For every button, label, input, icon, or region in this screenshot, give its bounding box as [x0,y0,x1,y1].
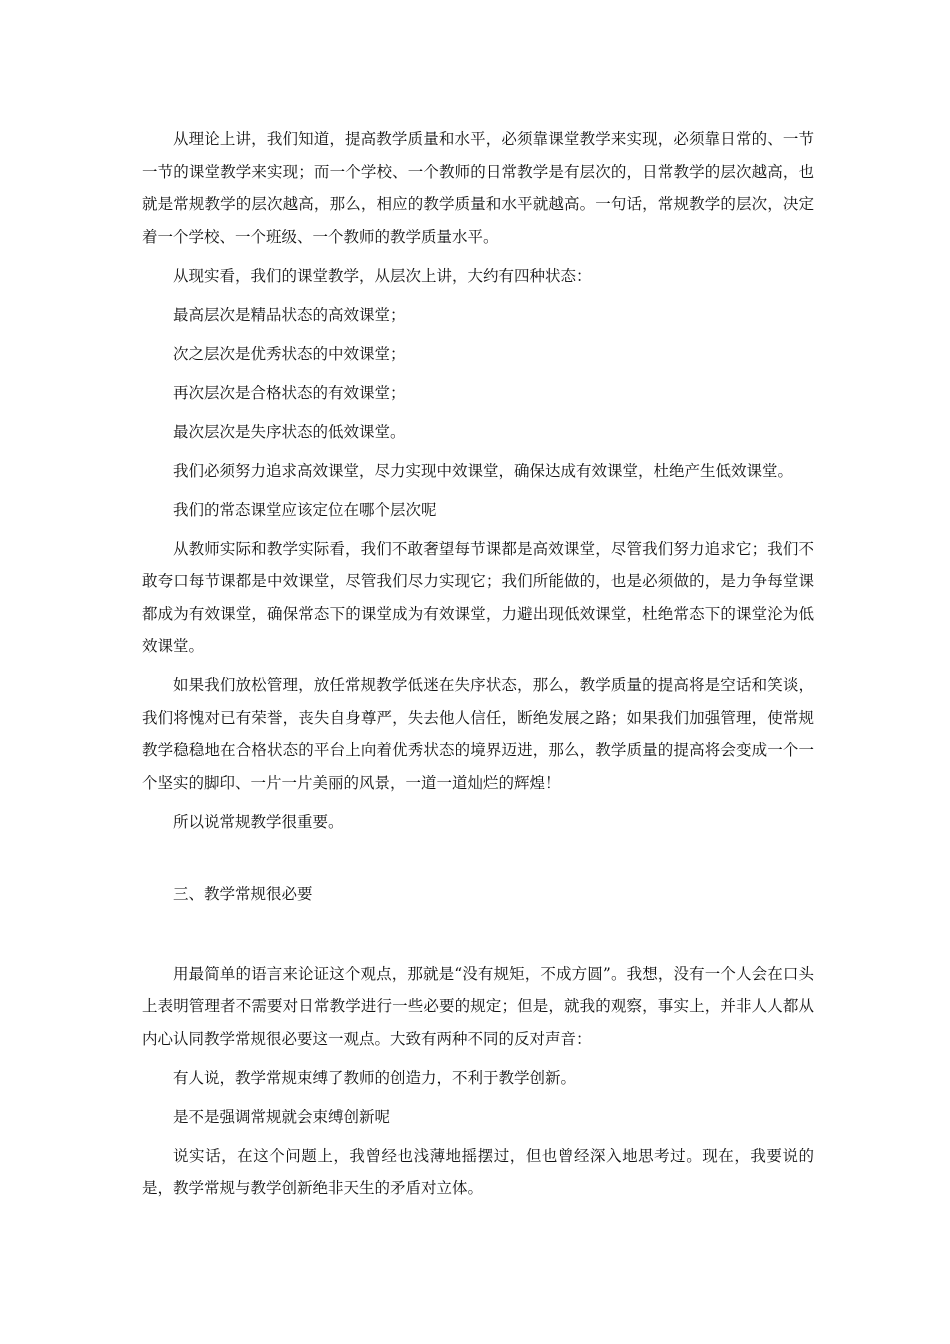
paragraph: 用最简单的语言来论证这个观点，那就是“没有规矩，不成方圆”。我想，没有一个人会在口头上表明管理者不需要对日常教学进行一些必要的规定；但是，就我的观察，事实上，并非人人都从内心认同教学常规很必要这一观点。大致有两种不同的反对声音： [142,964,814,1048]
list-item: 最次层次是失序状态的低效课堂。 [173,422,406,441]
paragraph: 从现实看，我们的课堂教学，从层次上讲，大约有四种状态： [173,266,592,285]
paragraph: 我们必须努力追求高效课堂，尽力实现中效课堂，确保达成有效课堂，杜绝产生低效课堂。 [173,461,794,480]
paragraph: 说实话，在这个问题上，我曾经也浅薄地摇摆过，但也曾经深入地思考过。现在，我要说的是，教学常规与教学创新绝非天生的矛盾对立体。 [142,1146,814,1197]
paragraph: 有人说，教学常规束缚了教师的创造力，不利于教学创新。 [173,1068,577,1087]
paragraph: 我们的常态课堂应该定位在哪个层次呢 [173,500,437,519]
paragraph: 如果我们放松管理，放任常规教学低迷在失序状态，那么，教学质量的提高将是空话和笑谈，我们将愧对已有荣誉，丧失自身尊严，失去他人信任，断绝发展之路；如果我们加强管理，使常规教学稳稳地在合格状态的平台上向着优秀状态的境界迈进，那么，教学质量的提高将会变成一个一个坚实的脚印、一片一片美丽的风景，一道一道灿烂的辉煌！ [142,676,814,792]
paragraph: 是不是强调常规就会束缚创新呢 [173,1107,391,1126]
paragraph: 从教师实际和教学实际看，我们不敢奢望每节课都是高效课堂，尽管我们努力追求它；我们不敢夸口每节课都是中效课堂，尽管我们尽力实现它；我们所能做的，也是必须做的，是力争每堂课都成为有效课堂，确保常态下的课堂成为有效课堂，力避出现低效课堂，杜绝常态下的课堂沦为低效课堂。 [142,539,814,655]
paragraph: 从理论上讲，我们知道，提高教学质量和水平，必须靠课堂教学来实现，必须靠日常的、一节一节的课堂教学来实现；而一个学校、一个教师的日常教学是有层次的，日常教学的层次越高，也就是常规教学的层次越高，那么，相应的教学质量和水平就越高。一句话，常规教学的层次，决定着一个学校、一个班级、一个教师的教学质量水平。 [142,130,814,246]
section-heading: 三、教学常规很必要 [173,885,313,903]
list-item: 再次层次是合格状态的有效课堂； [173,383,406,402]
list-item: 次之层次是优秀状态的中效课堂； [173,344,406,363]
paragraph: 所以说常规教学很重要。 [173,812,344,831]
document-body [142,123,814,1211]
list-item: 最高层次是精品状态的高效课堂； [173,305,406,324]
